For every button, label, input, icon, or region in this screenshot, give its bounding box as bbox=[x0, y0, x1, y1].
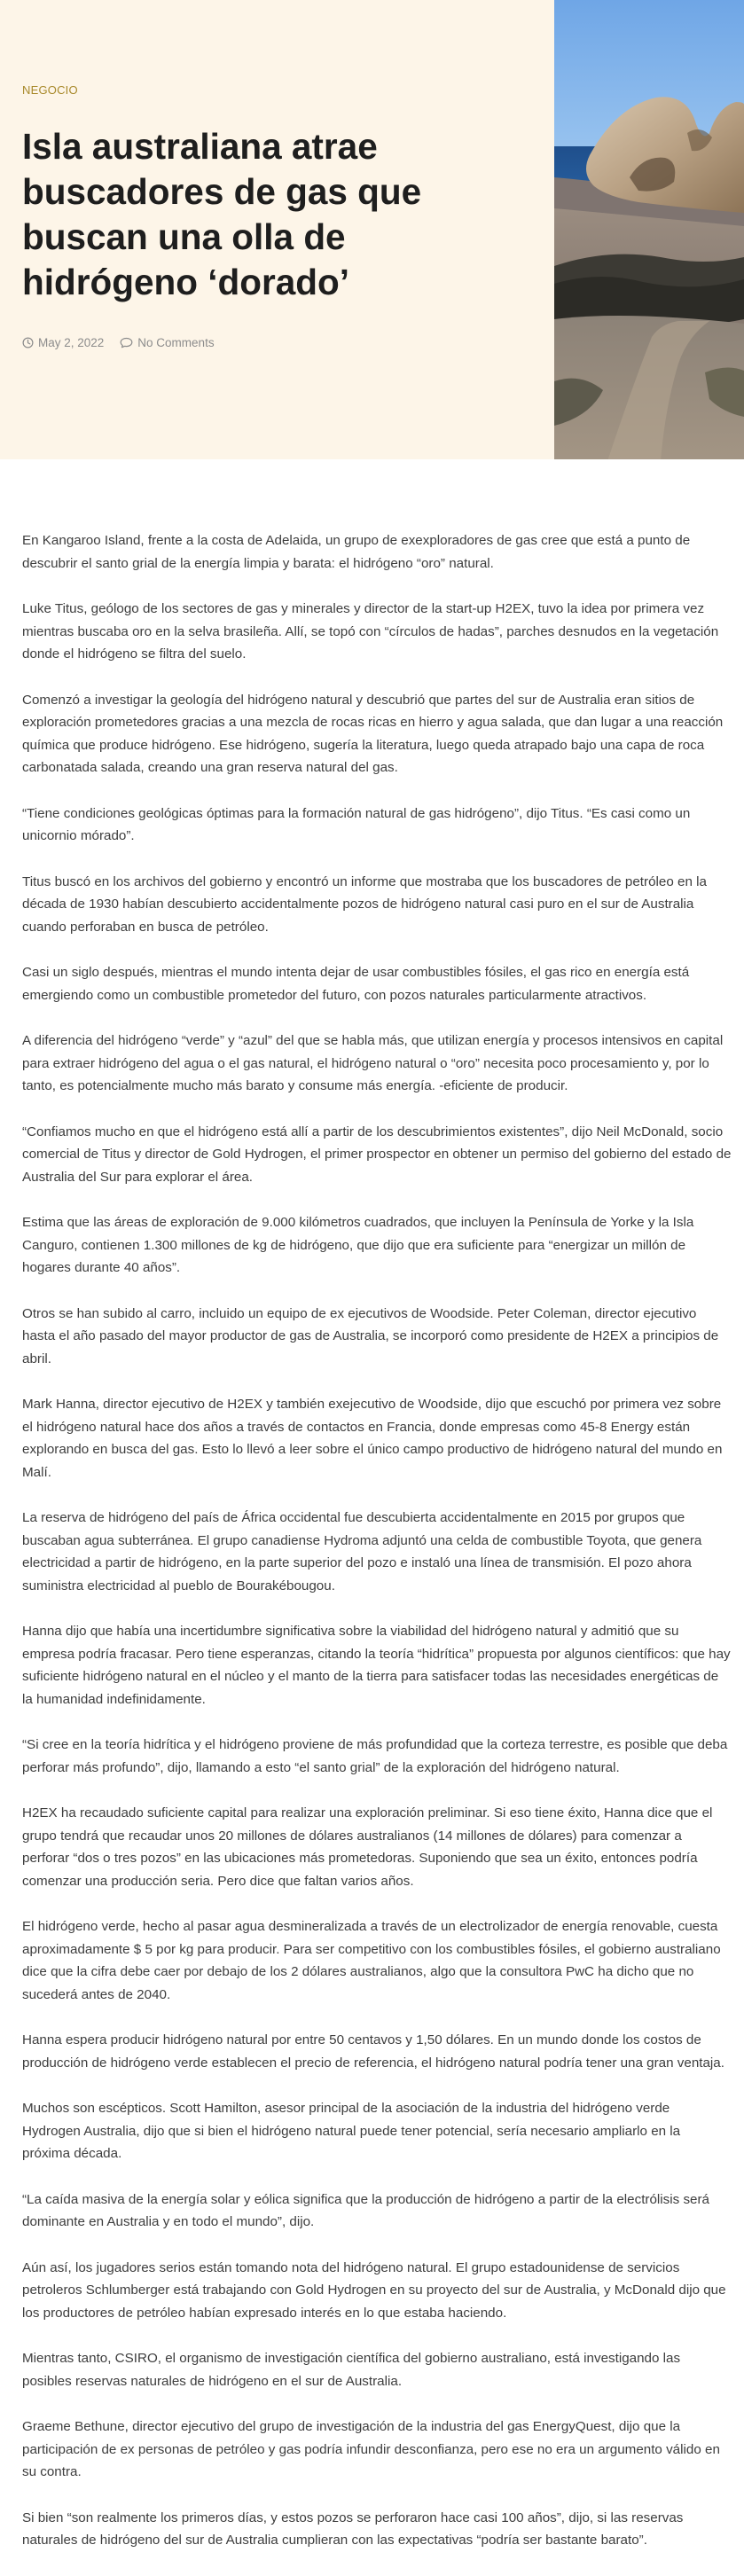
article-paragraph: En Kangaroo Island, frente a la costa de Adelaida, un grupo de exexploradores de gas cree que está a punto de descubrir el santo grial de la energía limpia y barata: el hidrógeno “oro” natural. bbox=[22, 533, 691, 571]
article-paragraph: “Confiamos mucho en que el hidrógeno está allí a partir de los descubrimientos existentes”, dijo Neil McDonald, socio comercial de Titus y director de Gold Hydrogen, el primer prospector en obtener un permiso del gobierno del estado de Australia del Sur para explorar el área. bbox=[22, 1124, 732, 1185]
category-link[interactable]: NEGOCIO bbox=[22, 83, 78, 97]
featured-image-art bbox=[554, 0, 744, 459]
clock-icon bbox=[22, 337, 34, 348]
post-date-text[interactable]: May 2, 2022 bbox=[38, 336, 105, 349]
post-title: Isla australiana atrae buscadores de gas que buscan una olla de hidrógeno ‘dorado’ bbox=[22, 126, 422, 302]
article-paragraph: “Tiene condiciones geológicas óptimas para la formación natural de gas hidrógeno”, dijo Titus. “Es casi como un unicornio mórado”. bbox=[22, 805, 691, 843]
article-paragraph: Hanna espera producir hidrógeno natural por entre 50 centavos y 1,50 dólares. En un mundo donde los costos de producción de hidrógeno verde establecen el precio de referencia, el hidrógeno natural podría tener una gran ventaja. bbox=[22, 2032, 724, 2071]
comment-bubble-icon bbox=[120, 337, 133, 348]
post-header bbox=[0, 0, 744, 459]
article-paragraph: El hidrógeno verde, hecho al pasar agua desmineralizada a través de un electrolizador de energía renovable, cuesta aproximadamente $ 5 por kg para producir. Para ser competitivo con los combustibles fósiles, el gobierno australiano dice que la cifra debe caer por debajo de los 2 dólares australianos, algo que la consultora PwC ha dicho que no sucederá antes de 2040. bbox=[22, 1919, 721, 2002]
post-date bbox=[22, 336, 104, 349]
article-body bbox=[22, 529, 732, 2575]
article-paragraph: Mientras tanto, CSIRO, el organismo de investigación científica del gobierno australiano, está investigando las posibles reservas naturales de hidrógeno en el sur de Australia. bbox=[22, 2351, 681, 2389]
featured-image bbox=[554, 0, 744, 459]
article-paragraph: Si bien “son realmente los primeros días, y estos pozos se perforaron hace casi 100 años”, dijo, si las reservas naturales de hidrógeno del sur de Australia cumplieran con las expectativas “podría ser bastante barato”. bbox=[22, 2509, 684, 2548]
article-paragraph: “La caída masiva de la energía solar y eólica significa que la producción de hidrógeno a partir de la electrólisis será dominante en Australia y en todo el mundo”, dijo. bbox=[22, 2191, 709, 2229]
article-paragraph: Graeme Bethune, director ejecutivo del grupo de investigación de la industria del gas EnergyQuest, dijo que la participación de ex personas de petróleo y gas podría infundir desconfianza, pero ese no era un argumento válido en su contra. bbox=[22, 2419, 720, 2479]
post-comments[interactable] bbox=[120, 336, 214, 349]
article-paragraph: Mark Hanna, director ejecutivo de H2EX y también exejecutivo de Woodside, dijo que escuchó por primera vez sobre el hidrógeno natural hace dos años a través de contactos en Francia, donde empresas como 45-8 Energy están explorando en busca del gas. Esto lo llevó a leer sobre el único campo productivo de hidrógeno natural del mundo en Malí. bbox=[22, 1397, 723, 1480]
article-paragraph: La reserva de hidrógeno del país de África occidental fue descubierta accidentalmente en 2015 por grupos que buscaban agua subterránea. El grupo canadiense Hydroma adjuntó una celda de combustible Toyota, que genera electricidad a partir de hidrógeno, en la parte superior del pozo e instaló una línea de transmisión. El pozo ahora suministra electricidad al pueblo de Bourakébougou. bbox=[22, 1510, 702, 1593]
article-paragraph: “Si cree en la teoría hidrítica y el hidrógeno proviene de más profundidad que la corteza terrestre, es posible que deba perforar más profundo”, dijo, llamando a esto “el santo grial” de la exploración del hidrógeno natural. bbox=[22, 1737, 728, 1775]
post-comments-text[interactable]: No Comments bbox=[137, 336, 215, 349]
article-paragraph: H2EX ha recaudado suficiente capital para realizar una exploración preliminar. Si eso tiene éxito, Hanna dice que el grupo tendrá que recaudar unos 20 millones de dólares australianos (14 millones de dólares) para comenzar a perforar “dos o tres pozos” en las ubicaciones más prometedoras. Suponiendo que sea un éxito, entonces podría comenzar una producción seria. Pero dice que faltan varios años. bbox=[22, 1805, 713, 1889]
article-paragraph: A diferencia del hidrógeno “verde” y “azul” del que se habla más, que utilizan energía y procesos intensivos en capital para extraer hidrógeno del agua o el gas natural, el hidrógeno natural o “oro” necesita poco procesamiento y, por lo tanto, es potencialmente mucho más barato y consume más energía. -eficiente de producir. bbox=[22, 1033, 724, 1093]
article-paragraph: Titus buscó en los archivos del gobierno y encontró un informe que mostraba que los buscadores de petróleo en la década de 1930 habían descubierto accidentalmente pozos de hidrógeno natural casi puro en el sur de Australia cuando perforaban en busca de petróleo. bbox=[22, 873, 707, 935]
article-paragraph: Estima que las áreas de exploración de 9.000 kilómetros cuadrados, que incluyen la Península de Yorke y la Isla Canguro, contienen 1.300 millones de kg de hidrógeno, que dijo que era suficiente para “energizar un millón de hogares durante 40 años”. bbox=[22, 1215, 694, 1275]
article-paragraph: Aún así, los jugadores serios están tomando nota del hidrógeno natural. El grupo estadounidense de servicios petroleros Schlumberger está trabajando con Gold Hydrogen en su proyecto del sur de Australia, y McDonald dijo que los productores de petróleo habían expresado interés en lo que estaba haciendo. bbox=[22, 2259, 726, 2321]
article-paragraph: Hanna dijo que había una incertidumbre significativa sobre la viabilidad del hidrógeno natural y admitió que su empresa podría fracasar. Pero tiene esperanzas, citando la teoría “hidrítica” propuesta por algunos científicos: que hay suficiente hidrógeno natural en el núcleo y el manto de la tierra para satisfacer todas las necesidades energéticas de la humanidad indefinidamente. bbox=[22, 1624, 731, 1707]
article-paragraph: Otros se han subido al carro, incluido un equipo de ex ejecutivos de Woodside. Peter Coleman, director ejecutivo hasta el año pasado del mayor productor de gas de Australia, se incorporó como presidente de H2EX a principios de abril. bbox=[22, 1305, 719, 1366]
article-paragraph: Casi un siglo después, mientras el mundo intenta dejar de usar combustibles fósiles, el gas rico en energía está emergiendo como un combustible prometedor del futuro, con pozos naturales particularmente atractivos. bbox=[22, 965, 690, 1003]
article-paragraph: Comenzó a investigar la geología del hidrógeno natural y descubrió que partes del sur de Australia eran sitios de exploración prometedores gracias a una mezcla de rocas ricas en hierro y agua salada, que dan lugar a una reacción química que produce hidrógeno. Ese hidrógeno, sugería la literatura, luego queda atrapado bajo una capa de roca carbonatada salada, creando una gran reserva natural del gas. bbox=[22, 692, 724, 775]
article-paragraph: Luke Titus, geólogo de los sectores de gas y minerales y director de la start-up H2EX, tuvo la idea por primera vez mientras buscaba oro en la selva brasileña. Allí, se topó con “círculos de hadas”, parches desnudos en la vegetación donde el hidrógeno se filtra del suelo. bbox=[22, 601, 719, 662]
article-paragraph: Muchos son escépticos. Scott Hamilton, asesor principal de la asociación de la industria del hidrógeno verde Hydrogen Australia, dijo que si bien el hidrógeno natural puede tener potencial, sería necesario ampliarlo en la próxima década. bbox=[22, 2101, 681, 2161]
post-meta bbox=[22, 336, 231, 349]
